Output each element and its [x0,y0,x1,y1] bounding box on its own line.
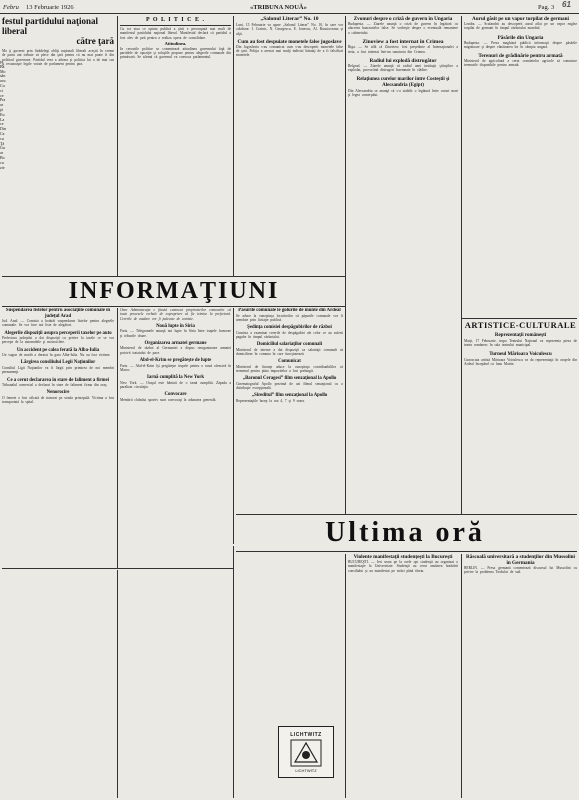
zinoview-title: Zinoview a fost internat în Crimea [362,38,444,45]
column-rule [461,16,462,514]
monete-body: Din Jugoslavia s-au comunicat cum s-au descoperit monetele false de ţară. Poliţia a arestat mai mulţi indivizi bănuiţi de a fi falsificat monetele. [236,44,343,58]
attitude-heading: Atitudinea. [164,40,187,46]
politics-body: Cu tot ziua ce opinia publică a ţării e preocupată mai mult de manifestul partidului naţional liberal. Manifestul declară că partidul a fost ales de ţară pentru a realiza opera de consolidare. [120,27,231,40]
reprezentatii-heading: Reprezentaţii româneşti [494,333,547,338]
header-page-number: Pag. 3 [538,4,555,11]
pasari-title: Păsările din Ungaria [497,34,544,41]
column-four [348,16,458,512]
margin-fragment: Cu [0,82,5,88]
politics-heading: P O L I T I C E . [146,17,205,23]
section-rule [462,318,577,319]
info-b2: Prefectura judeţului a dat dispoziţii cu privire la taxele ce se vor percepe de la automobile şi motociclete. [2,336,114,345]
margin-fragment: ţa [0,60,3,64]
margin-fragment: Ţă [0,140,5,146]
salonul-body: Luni, 15 Februarie va apare „Salonul Literar” No. 10, în care vor colabora: I. Crainic, N. Georgescu, E. Ionescu, Al. Busuioceanu şi alţii. [236,23,343,36]
manifesto-title-2: către ţară [76,36,114,46]
info3-h2: Şedinţa comisiei despăgubirilor de război [247,325,332,331]
column-five [464,16,577,316]
reprezentatii-body: Marţi, 17 Februarie, trupa Teatrului Naţional va reprezenta piesa de teatru românesc în sala teatrului municipal. [464,339,577,348]
ultima-b1: BUCUREŞTI. — Ieri seara pe la orele opt studenţii au organizat o manifestaţie la Universitate. Studenţii au cerut anularea hotărârii consiliului şi au manifestat pe străzi până târziu. [348,560,458,573]
logo-subtext: LICHTWITZ [295,767,317,773]
info3-h3: Domiciliul salariaţilor comunali [256,342,323,348]
info-column-one [2,308,114,566]
info2-h5: Convocare [164,392,187,398]
logo-text: LICHTWITZ [290,731,322,738]
manifesto-body: Mo ţi guverni prin fărădelegi obliţi naţionali liberali aceştii în vreme de patru ani trebuie să plece din ţară pentru că nu mai poate fi din politicul guvernare. Partidul vrea a afirma şi politica lui a de mai sus şi recunoaşte legile votate de parlament pentru ţara. [2,49,114,66]
radiu-title: Radiul lui explodă distrugător [369,57,437,64]
info3-b3: Ministerul de interne a dat dispoziţii ca salariaţii comunali să domicilieze în comuna în care funcţionează. [236,347,343,356]
handwritten-note: 61 [562,0,571,9]
column-rule [233,546,234,798]
header-masthead: «TRIBUNA NOUĂ» [250,4,307,11]
turneu-heading: Turneul Mărioara Voiculescu [489,351,552,357]
margin-fragment: Mo [0,68,6,74]
alecsandria-body: Din Alecsandria se anunţă că s-a stabilit o legătură între coruri mari şi legea comerţului. [348,88,458,97]
info3-h4: Comunicat [278,359,301,365]
info-h6: Nenorocire [46,390,70,396]
info3-h6: „Sireditul” film senzaţional la Apollo [251,393,328,399]
lichtwitz-advert-logo [278,726,334,778]
margin-fragment: Eu [0,111,5,117]
column-rule [461,554,462,798]
info2-h3: Abd-el-Krim se pregăteşte de lupte [139,358,212,364]
info-h2: Alegerile dispoziţii asupra perceperii taxelor pe auto [4,330,112,336]
column-rule [117,570,118,798]
margin-fragment: ţă [0,106,3,112]
margin-fragment: sân [0,73,6,79]
margin-fragment: cu [0,135,4,141]
artistic-cultural-section [464,320,577,512]
pasari-body: Budapesta. — Presa maghiară publică informaţii despre păsările migratoare şi despre vânătoarea lor în câmpia ungară. [464,40,577,49]
info-b4: Consiliul Ligii Naţiunilor va fi lărgit prin primirea de noi membri permanenţi. [2,365,114,375]
margin-fragment: Gu [0,145,5,151]
ultima-column-two [464,554,577,797]
zinoview-body: Riga. — Se află că Zinoview, fost preşedinte al Internaţionalei a treia, a fost internat într-un sanatoriu din Crimea. [348,45,458,54]
banner-rule-bottom [2,306,345,307]
info-b3: Un vagon de marfă a deraiat în gara Alba-Iulia. Nu au fost victime. [2,353,111,358]
info2-b1: Paris. — Telegramele anunţă noi lupte în Siria între trupele franceze şi triburile druze. [120,329,231,338]
margin-fragment: Bă [0,63,5,69]
info3-b2: Comisia a examinat cererile de despăgubiri ale celor ce au suferit pagube în timpul războiului. [236,330,343,339]
margin-fragment: Pra [0,97,6,103]
info-column-three [236,308,343,544]
margin-fragment: zie [0,164,5,170]
info-b6: O femeie a fost călcată de tramvai pe strada principală. Victima a fost transportată la spital. [2,395,114,405]
column-rule [345,16,346,514]
info2-b3: Paris. — Abd-el-Krim îşi pregăteşte trupele pentru o nouă ofensivă în Maroc. [120,363,231,372]
info2-h2: Organizarea armatei germane [144,340,207,346]
column-rule [117,308,118,568]
radiu-body: Belgrad. — Ziarele anunţă că radiul unei instituţii ştiinţifice a explodat, provocând distrugeri însemnate în clădire. [348,63,458,73]
info2-b4: New York. — Oraşul este bântuit de o iarnă cumplită. Zăpada a paralizat circulaţia. [120,380,231,389]
margin-fragment: Din [0,126,6,132]
margin-fragment: ce [0,92,4,98]
margin-fragment: cu [0,159,4,165]
info-h3: Un accident pe calea ferată la Alba-Iulia [16,347,100,353]
header-date: 13 Februarie 1926 [26,4,74,11]
banner-rule-top [2,276,345,277]
column-rule [117,16,118,276]
margin-fragment: Ca [0,130,5,136]
column-rule [345,554,346,798]
info3-b4: Ministerul de finanţe aduce la cunoştinţa contribuabililor că termenul pentru plata impozitelor a fost prelungit. [236,364,343,374]
info2-h4: Iarnă cumplită la New York [146,375,205,381]
left-margin-fragments [0,60,28,260]
politics-article [120,16,231,274]
ultima-b2: BERLIN. — Presa germană comentează discursul lui Mussolini cu privire la problema Tirolului de sud. [464,566,577,575]
section-rule [2,568,233,569]
aur-title: Aurul găsit pe un vapor torpilat de germani [472,16,569,22]
info3-b1: Se aduce la cunoştinţa locuitorilor că păşunile comunale vor fi arendate prin licitaţie publică. [236,313,343,322]
ultima-rule-bottom [236,551,577,552]
margin-fragment: Bo [0,154,5,160]
info-h4: Lărgirea consiliului Legii Naţiunilor [20,360,96,366]
info3-b5: Cinematograful Apollo prezintă de azi filmul senzaţional cu o distribuţie excepţională. [236,381,343,391]
info-h5: Ce a cerut declararea în stare de faliment a firmei [7,377,109,383]
terenuri-title: Terenuri de grădinărie pentru armată [478,53,563,60]
attitude-body: In cercurile politice se comentează atitudinea guvernului faţă de partidele de opoziţie şi soluţiile propuse pentru alegerile comunale din primăvară. Se afirmă că guvernul va convoca parlamentul. [120,46,231,60]
alecsandria-title: Relaţiunea curelor marilor între Costeştii şi Alecsandria (Egipt) [356,76,450,88]
terenuri-body: Ministerul de agricultură a cerut comitetelor agricole să comunice terenurile disponibile pentru armată. [464,59,577,68]
ultima-column-one [348,554,458,797]
page-header [0,2,579,14]
column-rule [233,308,234,544]
margin-fragment: ce [0,121,4,127]
monete-title: Cum au fost despuiate monetele false jugoslave [237,38,342,45]
info-b1: Jud. Arad. — Comisia a hotărât suspendarea listelor pentru alegerile comunale. Se vor face noi liste de alegători. [2,319,114,328]
logo-emblem-icon [289,738,323,768]
info-b5: Tribunalul comercial a declarat în stare de faliment firma din oraş. [2,383,108,388]
ultima-ora-banner: Ultima oră [325,517,485,548]
margin-fragment: ar [0,102,4,108]
info3-h1: Păsurile comunale le golurile de munte din Ardeal [238,308,341,313]
info3-h5: „Baronul Ceragesi” film senzaţional la Apollo [242,376,337,382]
ultima-h2: Răscoală universitară a studenţilor din Mussolini în Germania [466,554,575,566]
column-rule [233,16,234,276]
aur-body: Londra. — Scafandrii au descoperit aurul aflat pe un vapor englez torpilat de germani în timpul războiului mondial. [464,22,577,31]
margin-fragment: ct [0,87,3,93]
ungaria-crisis-body: Budapesta. — Ziarele anunţă o criză de guvern în legătură cu afacerea bancnotelor false. Se vorbeşte despre o eventuală remaniere a cabinetului. [348,22,458,35]
header-month-fragment: Febru [3,4,19,11]
info2-h1: Nouă lupte în Siria [156,323,195,329]
manifesto-title: festul partidului naţional liberal [2,16,99,36]
margin-fragment: acu [0,78,6,84]
informatiuni-banner: INFORMAŢIUNI [68,278,280,304]
salonul-title: „Salonul Literar” No. 10 [260,16,319,22]
info2-b5: Membrii clubului sportiv sunt convocaţi la adunarea generală. [120,397,217,402]
margin-fragment: La [0,116,5,122]
info2-intro: Onor Administraţia e făcută cunoscut proprietarilor comunelor că toate procesele verbale de expropriere să fie trimise la prefectură. Cererile de anulare vor fi judecate de comisie. [120,308,231,321]
info3-b6: Reprezentaţiile încep la ora 4, 7 şi 9 seara. [236,398,305,403]
ungaria-crisis-title: Zvonuri despre o criză de guvern în Ungaria [353,16,453,22]
margin-fragment: ar [0,150,4,156]
turneu-body: Cunoscuta artistă Mărioara Voiculescu va da reprezentaţii în oraşele din Ardeal începând cu luna Martie. [464,357,577,366]
info-column-two [120,308,231,566]
ultima-rule-top [236,514,577,515]
artistic-heading: ARTISTICE-CULTURALE [464,320,577,330]
info-h1: Suspendarea listelor pentru asociaţiile comunale în judeţul Arad [5,308,111,319]
info2-b2: Ministerul de război al Germaniei a dispus reorganizarea armatei potrivit tratatului de pace. [120,346,231,355]
ultima-h1: Violente manifestaţii studenţeşti la Bucureşti [353,554,453,560]
